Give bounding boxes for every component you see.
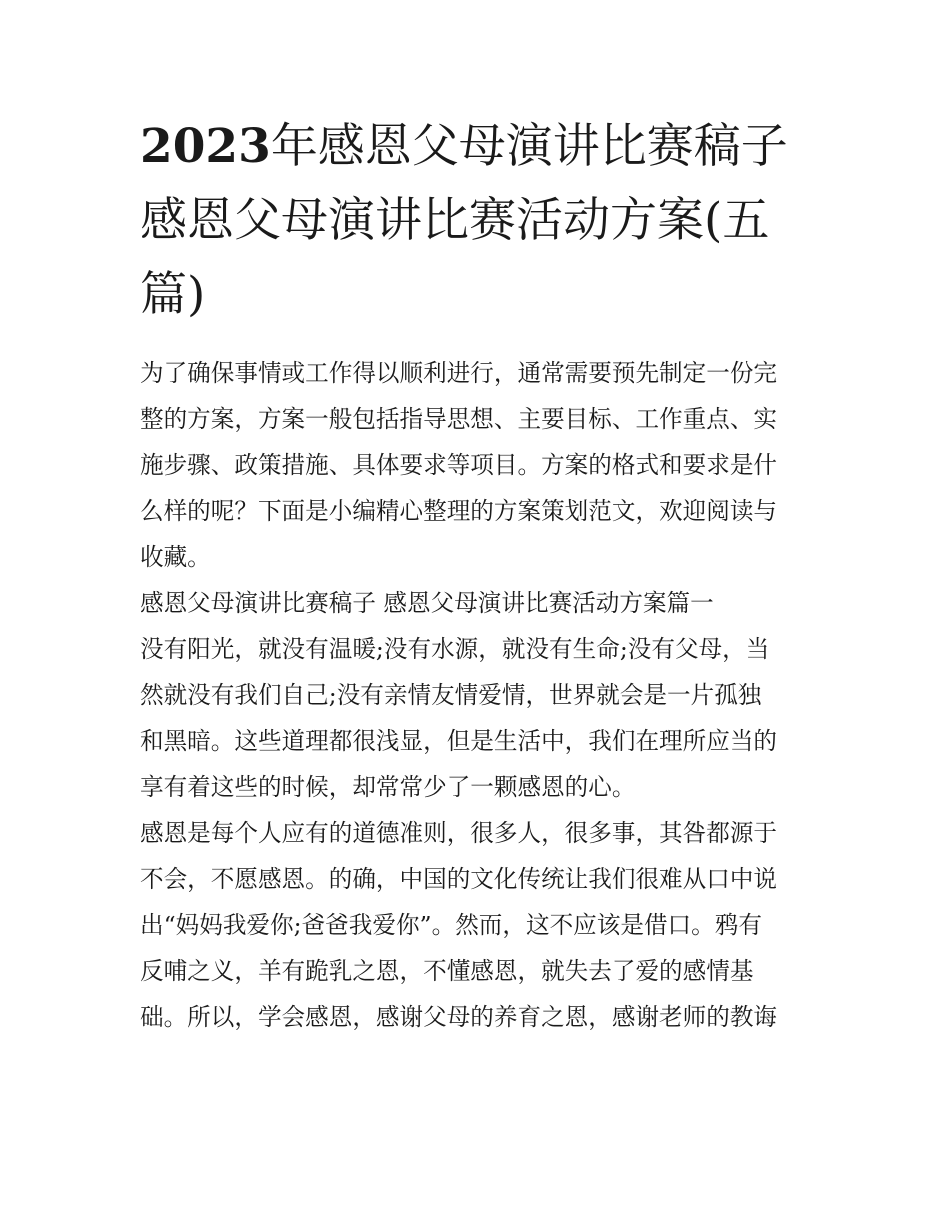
paragraph-line: 收藏。 [140,543,211,571]
document-title [140,110,815,332]
paragraph-line: 不会，不愿感恩。的确，中国的文化传统让我们很难从口中说 [140,865,778,893]
paragraph-line: 感恩是每个人应有的道德准则，很多人，很多事，其咎都源于 [140,819,778,847]
section-heading [140,580,815,626]
title-line-1-text: 年感恩父母演讲比赛稿子 [270,119,788,174]
paragraph-line: 没有阳光，就没有温暖;没有水源，就没有生命;没有父母，当 [140,635,770,663]
paragraph-line: 础。所以，学会感恩，感谢父母的养育之恩，感谢老师的教诲 [140,1003,778,1031]
document-page [140,110,815,1040]
paragraph-line: 然就没有我们自己;没有亲情友情爱情，世界就会是一片孤独 [140,681,762,709]
paragraph-line: 和黑暗。这些道理都很浅显，但是生活中，我们在理所应当的 [140,727,778,755]
body-paragraph-2 [140,810,815,1040]
section-heading-text: 感恩父母演讲比赛稿子 感恩父母演讲比赛活动方案篇一 [140,589,714,617]
body-paragraph-1 [140,626,815,810]
title-line-3: 篇) [140,267,206,322]
paragraph-line: 反哺之义，羊有跪乳之恩，不懂感恩，就失去了爱的感情基 [140,957,754,985]
paragraph-line: 整的方案，方案一般包括指导思想、主要目标、工作重点、实 [140,405,778,433]
title-year: 2023 [140,119,271,174]
title-line-2: 感恩父母演讲比赛活动方案(五 [140,193,770,248]
title-line-1 [140,110,815,184]
paragraph-line: 为了确保事情或工作得以顺利进行，通常需要预先制定一份完 [140,359,778,387]
paragraph-line: 享有着这些的时候，却常常少了一颗感恩的心。 [140,773,636,801]
paragraph-line: 么样的呢？下面是小编精心整理的方案策划范文，欢迎阅读与 [140,497,778,525]
paragraph-line: 施步骤、政策措施、具体要求等项目。方案的格式和要求是什 [140,451,778,479]
paragraph-line: 出“妈妈我爱你;爸爸我爱你”。然而，这不应该是借口。鸦有 [140,911,762,939]
intro-paragraph [140,350,815,580]
